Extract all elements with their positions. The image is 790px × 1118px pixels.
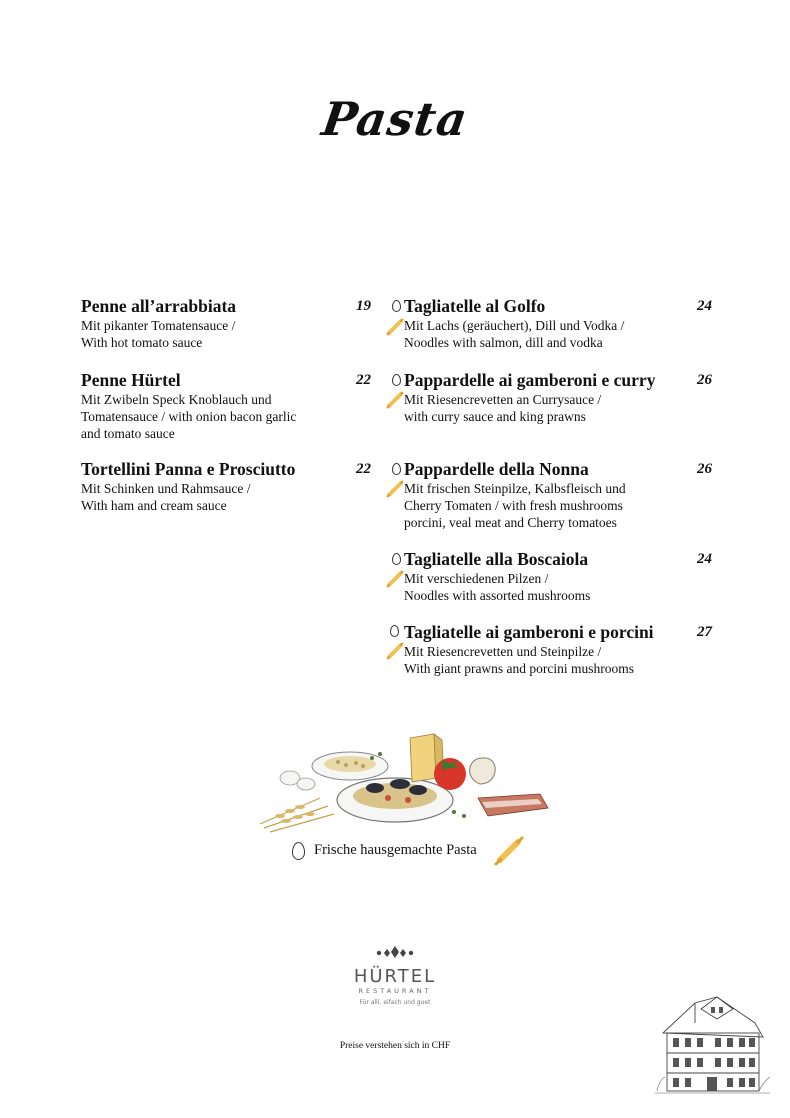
item-name: Tortellini Panna e Prosciutto	[81, 459, 296, 479]
menu-item-penne-arrabbiata	[81, 296, 371, 351]
item-name: Penne all’arrabbiata	[81, 296, 237, 316]
item-price: 24	[697, 551, 712, 567]
rolling-pin-icon	[386, 318, 404, 336]
item-description: Mit Riesencrevetten an Currysauce / with curry sauce and king prawns	[404, 392, 602, 424]
item-price: 22	[356, 461, 371, 477]
item-description: Mit Zwibeln Speck Knoblauch und Tomatensauce / with onion bacon garlic and tomato sauce	[81, 392, 297, 441]
item-name: Tagliatelle ai gamberoni e porcini	[404, 622, 654, 642]
rolling-pin-icon	[386, 642, 404, 660]
rolling-pin-icon	[386, 480, 404, 498]
egg-icon	[392, 300, 401, 312]
menu-item-pappardelle-nonna	[404, 459, 712, 531]
egg-icon	[292, 842, 305, 860]
item-name: Tagliatelle al Golfo	[404, 296, 546, 316]
item-description: Mit Lachs (geräuchert), Dill und Vodka / Noodles with salmon, dill and vodka	[404, 318, 625, 350]
logo-subtitle: RESTAURANT	[358, 987, 432, 995]
house-sketch	[655, 993, 770, 1098]
page-title: Pasta	[318, 92, 472, 146]
egg-icon	[390, 625, 399, 637]
crest-icon	[375, 945, 415, 959]
egg-icon	[392, 553, 401, 565]
item-price: 26	[697, 372, 712, 388]
legend-text: Frische hausgemachte Pasta	[314, 842, 477, 858]
restaurant-logo	[335, 945, 455, 1020]
legend	[290, 836, 530, 866]
price-note: Preise verstehen sich in CHF	[339, 1041, 451, 1051]
menu-item-tagliatelle-porcini	[404, 622, 712, 677]
menu-item-tagliatelle-golfo	[404, 296, 712, 351]
menu-item-tortellini	[81, 459, 371, 514]
item-price: 26	[697, 461, 712, 477]
menu-item-penne-huertel	[81, 370, 371, 442]
menu-item-pappardelle-curry	[404, 370, 712, 425]
item-name: Pappardelle della Nonna	[404, 459, 589, 479]
item-description: Mit Riesencrevetten und Steinpilze / With giant prawns and porcini mushrooms	[404, 644, 635, 676]
item-price: 22	[356, 372, 371, 388]
item-name: Pappardelle ai gamberoni e curry	[404, 370, 656, 390]
logo-name: HÜRTEL	[353, 966, 437, 987]
item-name: Tagliatelle alla Boscaiola	[404, 549, 589, 569]
item-price: 19	[356, 298, 371, 314]
rolling-pin-icon	[386, 570, 404, 588]
item-price: 27	[697, 624, 712, 640]
rolling-pin-icon	[386, 391, 404, 409]
item-description: Mit Schinken und Rahmsauce / With ham and cream sauce	[81, 481, 251, 513]
item-price: 24	[697, 298, 712, 314]
logo-slogan: Für alli, eifach und guet	[359, 999, 431, 1006]
egg-icon	[392, 463, 401, 475]
egg-icon	[392, 374, 401, 386]
rolling-pin-icon	[494, 836, 524, 866]
item-name: Penne Hürtel	[81, 370, 181, 390]
menu-item-tagliatelle-boscaiola	[404, 549, 712, 604]
item-description: Mit verschiedenen Pilzen / Noodles with assorted mushrooms	[404, 571, 591, 603]
item-description: Mit frischen Steinpilze, Kalbsfleisch und Cherry Tomaten / with fresh mushrooms porcini, veal meat and Cherry tomatoes	[404, 481, 626, 530]
food-illustration	[250, 728, 550, 840]
item-description: Mit pikanter Tomatensauce / With hot tomato sauce	[81, 318, 236, 350]
